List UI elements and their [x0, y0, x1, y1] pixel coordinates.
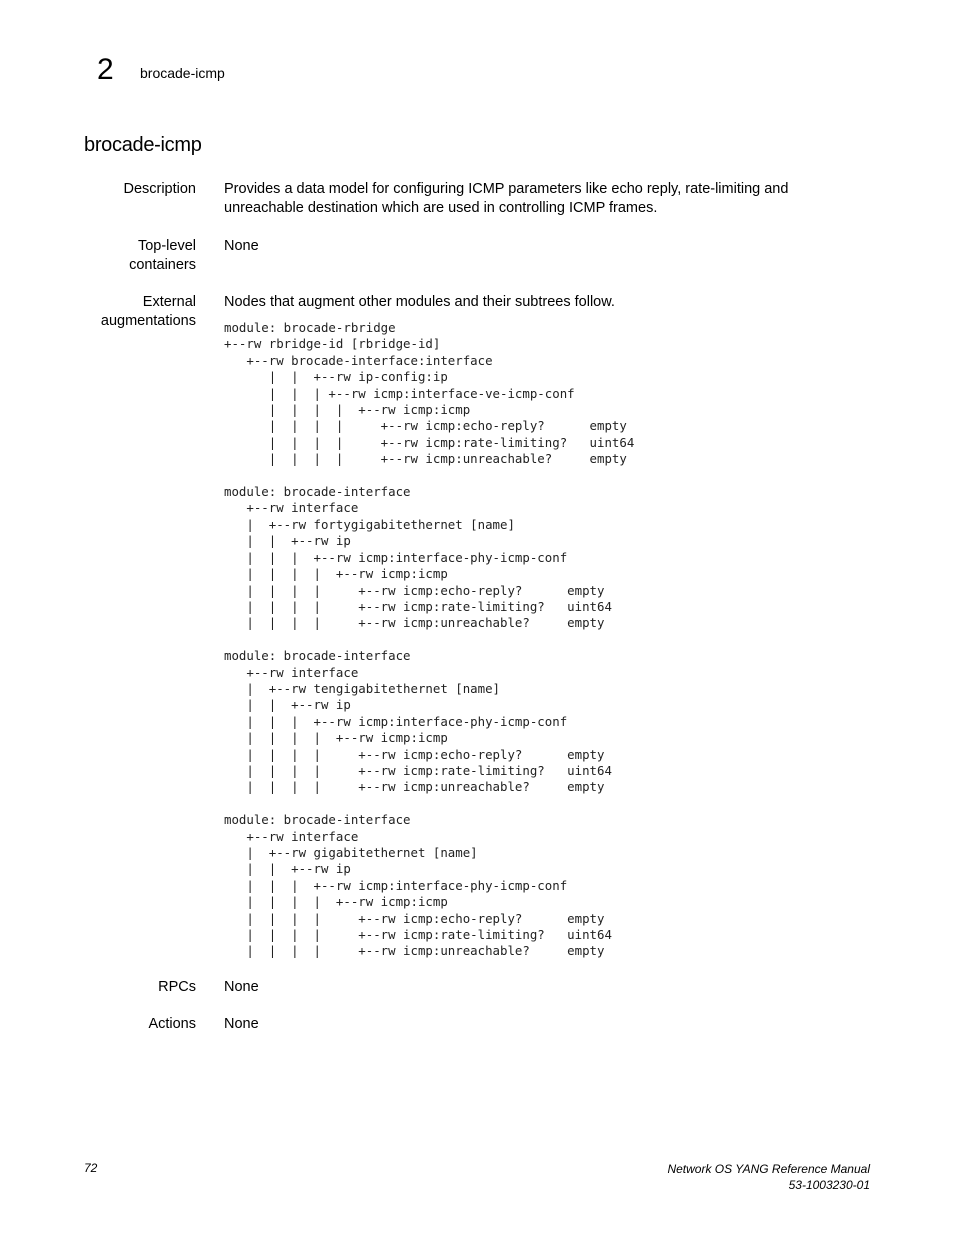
footer-manual-info: [667, 1161, 870, 1193]
top-level-label-line1: Top-level: [137, 238, 196, 254]
page-number: 72: [84, 1161, 98, 1175]
description-label: Description: [123, 181, 196, 197]
external-augmentations-intro: Nodes that augment other modules and their subtrees follow.: [224, 294, 615, 310]
doc-number: 53-1003230-01: [788, 1178, 870, 1192]
external-augmentations-label: [101, 293, 196, 331]
chapter-number: 2: [97, 53, 114, 86]
rpcs-text: None: [224, 979, 259, 995]
rpcs-label: RPCs: [158, 979, 196, 995]
section-title: brocade-icmp: [84, 134, 202, 156]
chapter-title: brocade-icmp: [140, 65, 225, 81]
actions-label: Actions: [148, 1016, 196, 1032]
description-text: Provides a data model for configuring ICMP parameters like echo reply, rate-limiting and unreachable destination which are used in controlling ICMP frames.: [224, 181, 789, 216]
external-label-line2: augmentations: [100, 313, 196, 329]
top-level-containers-label: [129, 237, 196, 275]
top-level-containers-text: None: [224, 238, 259, 254]
yang-tree-code-block: module: brocade-rbridge +--rw rbridge-id [rbridge-id] +--rw brocade-interface:interface | | +--rw ip-config:ip | | | +--rw icmp:interface-ve-icmp-conf | | | | +--rw icmp:icmp | | | | +--rw icmp:echo-reply? empty | | | | +--rw icmp:rate-limiting? uint64 | | | | +--rw icmp:unreachable? empty module: brocade-interface +--rw interface | +--rw fortygigabitethernet [name] | | +--rw ip | | | +--rw icmp:interface-phy-icmp-conf | | | | +--rw icmp:icmp | | | | +--rw icmp:echo-reply? empty | | | | +--rw icmp:rate-limiting? uint64 | | | | +--rw icmp:unreachable? empty module: brocade-interface +--rw interface | +--rw tengigabitethernet [name] | | +--rw ip | | | +--rw icmp:interface-phy-icmp-conf | | | | +--rw icmp:icmp | | | | +--rw icmp:echo-reply? empty | | | | +--rw icmp:rate-limiting? uint64 | | | | +--rw icmp:unreachable? empty module: brocade-interface +--rw interface | +--rw gigabitethernet [name] | | +--rw ip | | | +--rw icmp:interface-phy-icmp-conf | | | | +--rw icmp:icmp | | | | +--rw icmp:echo-reply? empty | | | | +--rw icmp:rate-limiting? uint64 | | | | +--rw icmp:unreachable? empty: [224, 320, 635, 959]
external-label-line1: External: [142, 294, 196, 310]
top-level-label-line2: containers: [129, 257, 196, 273]
manual-title: Network OS YANG Reference Manual: [667, 1162, 870, 1176]
actions-text: None: [224, 1016, 259, 1032]
